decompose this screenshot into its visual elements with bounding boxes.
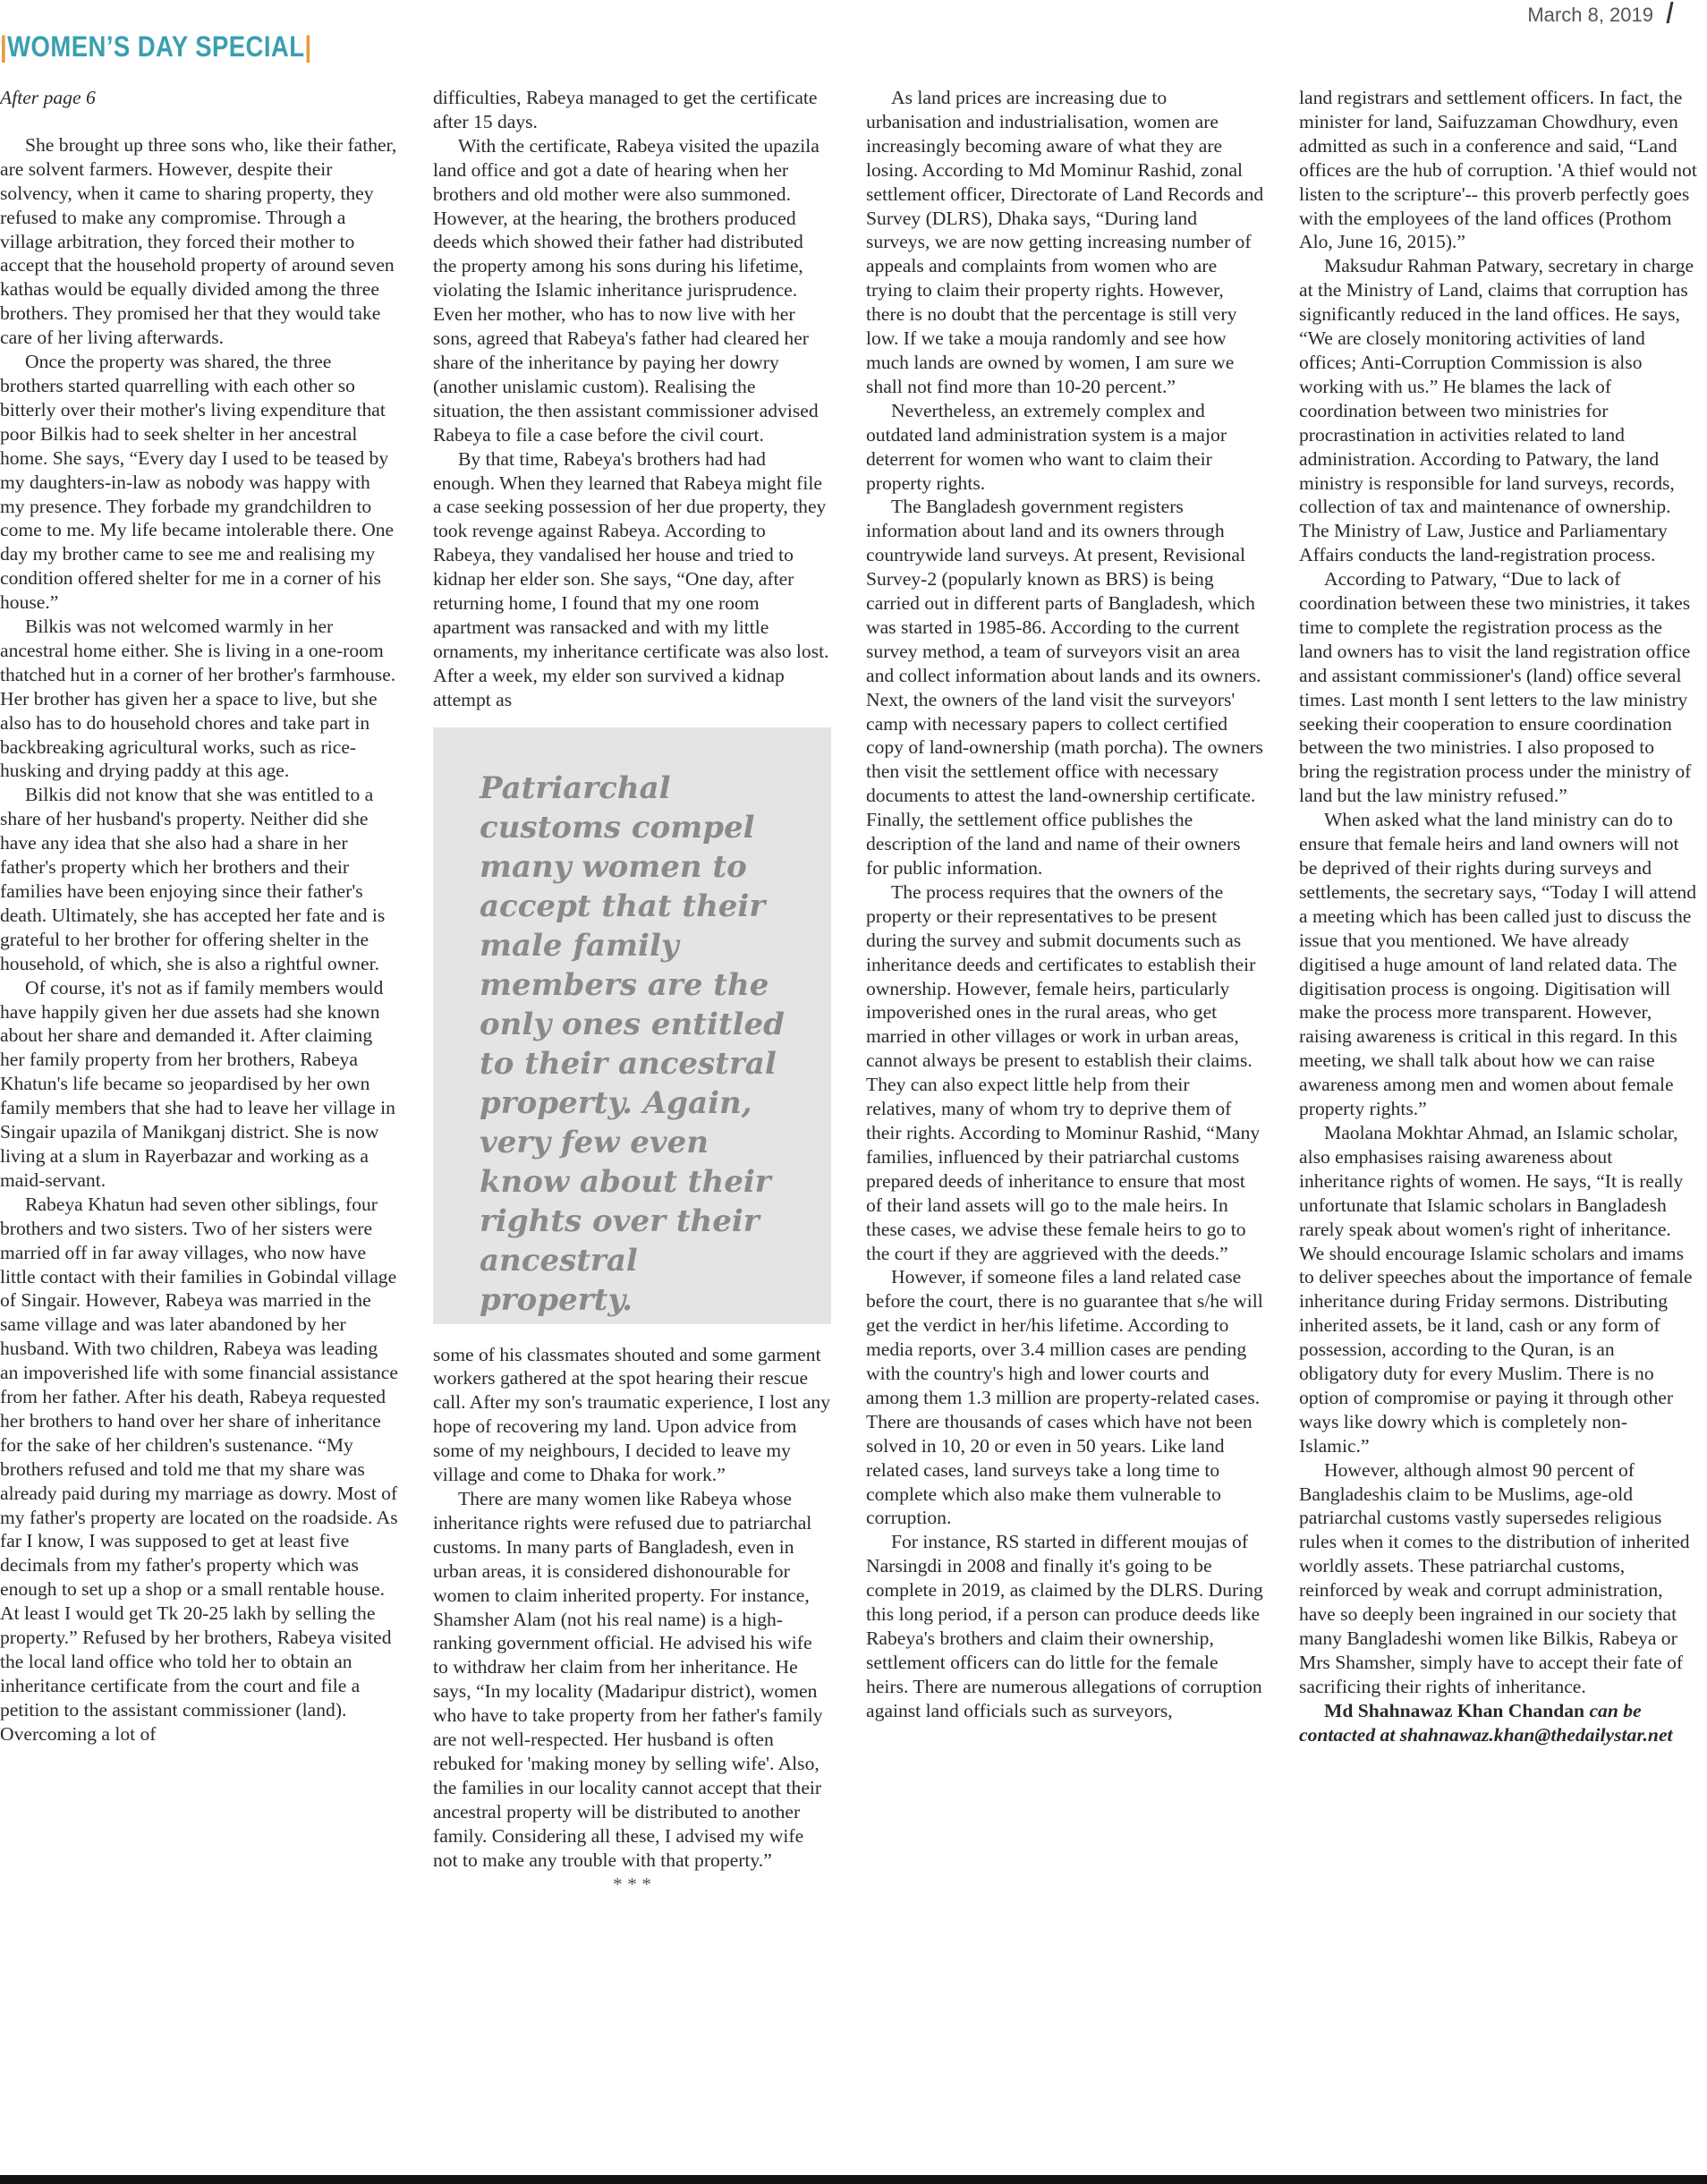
col3-paragraphs — [866, 86, 1264, 1723]
pull-quote: Patriarchal customs compel many women to accept that their male family members are the only ones entitled to their ancestral property. Again, very few even know about their rights over their ancestral property. — [433, 727, 831, 1324]
section-bar-right: | — [304, 30, 312, 63]
paragraph: The process requires that the owners of the property or their representatives to be present during the survey and submit documents such as inheritance deeds and certificates to establish their ownership. However, female heirs, particularly impoverished ones in the rural areas, who get married in other villages or work in urban areas, cannot always be present to establish their claims. They can also expect little help from their relatives, many of whom try to deprive them of their rights. According to Mominur Rashid, “Many families, influenced by their patriarchal customs prepared deeds of inheritance to ensure that most of their land assets will go to the male heirs. In these cases, we advise these female heirs to go to the court if they are aggrieved with the deeds.” — [866, 880, 1261, 1264]
paragraph: She brought up three sons who, like their father, are solvent farmers. However, despite their solvency, when it came to sharing property, they refused to make any compromise. Through a village arbitration, they forced their mother to accept that the household property of around seven kathas would be equally divided among the three brothers. They promised her that they would take care of her living afterwards. — [0, 133, 397, 349]
end-separator: * * * — [612, 1873, 652, 1895]
col2-bottom-paragraphs — [433, 1343, 831, 1873]
paragraph: Of course, it's not as if family members would have happily given her due assets had she known about her share and demanded it. After claiming her family property from her brothers, Rabeya Khatun's life became so jeopardised by her own family members that she had to leave her village in Singair upazila of Manikganj district. She is now living at a slum in Rayerbazar and working as a maid-servant. — [0, 976, 395, 1191]
column-4 — [1299, 86, 1697, 1747]
byline-contact: can be contacted at shahnawaz.khan@thedailystar.net — [1299, 1699, 1673, 1746]
paragraph: By that time, Rabeya's brothers had had enough. When they learned that Rabeya might file a case seeking possession of her due property, they took revenge against Rabeya. According to Rabeya, they vandalised her house and tried to kidnap her elder son. She says, “One day, after returning home, I found that my one room apartment was ransacked and with my little ornaments, my inheritance certificate was also lost. After a week, my elder son survived a kidnap attempt as — [433, 447, 829, 710]
paragraph: However, if someone files a land related case before the court, there is no guarantee that s/he will get the verdict in her/his lifetime. According to media reports, over 3.4 million cases are pending with the country's high and lower courts and among them 1.3 million are property-related cases. There are thousands of cases which have not been solved in 10, 20 or even in 50 years. Like land related cases, land surveys take a long time to complete which also make them vulnerable to corruption. — [866, 1266, 1263, 1529]
paragraph: difficulties, Rabeya managed to get the certificate after 15 days. — [433, 87, 818, 132]
col2-top-paragraphs — [433, 86, 831, 712]
bottom-rule — [0, 2175, 1707, 2184]
byline-name: Md Shahnawaz Khan Chandan — [1324, 1699, 1585, 1721]
col4-paragraphs — [1299, 86, 1697, 1699]
paragraph: Maksudur Rahman Patwary, secretary in charge at the Ministry of Land, claims that corruption has significantly reduced in the land offices. He says, “We are closely monitoring activities of land offices; Anti-Corruption Commission is also working with us.” He blames the lack of coordination between two ministries for procrastination in activities related to land administration. According to Patwary, the land ministry is responsible for land surveys, records, collection of tax and maintenance of ownership. The Ministry of Law, Justice and Parliamentary Affairs conducts the land-registration process. — [1299, 255, 1694, 566]
paragraph: Maolana Mokhtar Ahmad, an Islamic scholar, also emphasises raising awareness about inheritance rights of women. He says, “It is really unfortunate that Islamic scholars in Bangladesh rarely speak about women's right of inheritance. We should encourage Islamic scholars and imams to deliver speeches about the importance of female inheritance during Friday sermons. Distributing inherited assets, be it land, cash or any form of possession, according to the Quran, is an obligatory duty for every Muslim. There is no option of compromise or paying it through other ways like dowry which is completely non-Islamic.” — [1299, 1121, 1693, 1457]
section-title-text: WOMEN’S DAY SPECIAL — [7, 30, 305, 63]
paragraph: As land prices are increasing due to urbanisation and industrialisation, women are increasingly becoming aware of what they are losing. According to Md Mominur Rashid, zonal settlement officer, Directorate of Land Records and Survey (DLRS), Dhaka says, “During land surveys, we are now getting increasing number of appeals and complaints from women who are trying to claim their property rights. However, there is no doubt that the percentage is still very low. If we take a mouja randomly and see how much lands are owned by women, I am sure we shall not find more than 10-20 percent.” — [866, 87, 1264, 397]
paragraph: For instance, RS started in different moujas of Narsingdi in 2008 and finally it's going to be complete in 2019, as claimed by the DLRS. During this long period, if a person can produce deeds like Rabeya's brothers and claim their ownership, settlement officers can do little for the female heirs. There are numerous allegations of corruption against land officials such as surveyors, — [866, 1531, 1263, 1721]
paragraph: Rabeya Khatun had seven other siblings, four brothers and two sisters. Two of her sisters were married off in far away villages, who now have little contact with their families in Gobindal village of Singair. However, Rabeya was married in the same village and was later abandoned by her husband. With two children, Rabeya was leading an impoverished life with some financial assistance from her father. After his death, Rabeya requested her brothers to hand over her share of inheritance for the sake of her children's sustenance. “My brothers refused and told me that my share was already paid during my marriage as dowry. Most of my father's property are located on the roadside. As far I know, I was supposed to get at least five decimals from my father's property which was enough to set up a shop or a small rentable house. At least I would get Tk 20-25 lakh by selling the property.” Refused by her brothers, Rabeya visited the local land office who told her to obtain an inheritance certificate from the court and file a petition to the assistant commissioner (land). Overcoming a lot of — [0, 1193, 398, 1745]
paragraph: There are many women like Rabeya whose inheritance rights were refused due to patriarchal customs. In many parts of Bangladesh, even in urban areas, it is considered dishonourable for women to claim inherited property. For instance, Shamsher Alam (not his real name) is a high-ranking government official. He advised his wife to withdraw her claim from her inheritance. He says, “In my locality (Madaripur district), women who have to take property from her father's family are not well-respected. Her husband is often rebuked for 'making money by selling wife'. Also, the families in our locality cannot accept that their ancestral property will be distributed to another family. Considering all these, I advised my wife not to make any trouble with that property.” — [433, 1488, 823, 1871]
paragraph: The Bangladesh government registers information about land and its owners through countrywide land surveys. At present, Revisional Survey-2 (popularly known as BRS) is being carried out in different parts of Bangladesh, which was started in 1985-86. According to the current survey method, a team of surveyors visit an area and collect information about lands and its owners. Next, the owners of the land visit the surveyors' camp with necessary papers to collect certified copy of land-ownership (math porcha). The owners then visit the settlement office with necessary documents to attest the land-ownership certificate. Finally, the settlement office publishes the description of the land and name of their owners for public information. — [866, 496, 1263, 879]
paragraph: some of his classmates shouted and some garment workers gathered at the spot hearing their rescue call. After my son's traumatic experience, I lost any hope of recovering my land. Upon advice from some of my neighbours, I decided to leave my village and come to Dhaka for work.” — [433, 1343, 831, 1486]
paragraph: However, although almost 90 percent of Bangladeshis claim to be Muslims, age-old patriarchal customs vastly supersedes religious rules when it comes to the distribution of inherited worldly assets. These patriarchal customs, reinforced by weak and corrupt administration, have so deeply been ingrained in our society that many Bangladeshi women like Bilkis, Rabeya or Mrs Shamsher, simply have to accept their fate of sacrificing their rights of inheritance. — [1299, 1458, 1690, 1697]
paragraph: According to Patwary, “Due to lack of coordination between these two ministries, it takes time to complete the registration process as the land owners has to visit the land registration office and assistant commissioner's (land) office several times. Last month I sent letters to the law ministry seeking their cooperation to ensure coordination between the two ministries. I also proposed to bring the registration process under the ministry of land but the law ministry refused.” — [1299, 568, 1692, 807]
paragraph: With the certificate, Rabeya visited the upazila land office and got a date of hearing when her brothers and old mother were also summoned. However, at the hearing, the brothers produced deeds which showed their father had distributed the property among his sons during his lifetime, violating the Islamic inheritance jurisprudence. Even her mother, who has to now live with her sons, agreed that Rabeya's father had cleared her share of the inheritance by paying her dowry (another unislamic custom). Realising the situation, the then assistant commissioner advised Rabeya to file a case before the civil court. — [433, 134, 820, 446]
section-title — [0, 30, 312, 64]
folio-bar — [1666, 2, 1673, 23]
column-2 — [433, 86, 831, 1896]
paragraph: Nevertheless, an extremely complex and outdated land administration system is a major deterrent for women who want to claim their property rights. — [866, 399, 1227, 494]
date-line: March 8, 2019 — [1527, 4, 1653, 26]
column-1 — [0, 86, 398, 1746]
paragraph: Once the property was shared, the three brothers started quarrelling with each other so bitterly over their mother's living expenditure that poor Bilkis had to seek shelter in her ancestral home. She says, “Every day I used to be teased by my daughters-in-law as nobody was happy with my presence. They forbade my grandchildren to come to me. My life became intolerable there. One day my brother came to see me and realising my condition offered shelter for me in a corner of his house.” — [0, 351, 395, 614]
byline — [1299, 1699, 1697, 1747]
column-3 — [866, 86, 1264, 1723]
col1-paragraphs — [0, 133, 398, 1746]
paragraph: land registrars and settlement officers. In fact, the minister for land, Saifuzzaman Chowdhury, even admitted as such in a conference and said, “Land offices are the hub of corruption. 'A thief would not listen to the scripture'-- this proverb perfectly goes with the employees of the land offices (Prothom Alo, June 16, 2015).” — [1299, 87, 1697, 253]
paragraph: When asked what the land ministry can do to ensure that female heirs and land owners will not be deprived of their rights during surveys and settlements, the secretary says, “Today I will attend a meeting which has been called just to discuss the issue that you mentioned. We have already digitised a huge amount of land related data. The digitisation process is ongoing. Digitisation will make the process more transparent. However, raising awareness is critical in this regard. In this meeting, we shall talk about how we can raise awareness among men and women about female property rights.” — [1299, 809, 1697, 1120]
paragraph: Bilkis was not welcomed warmly in her ancestral home either. She is living in a one-room thatched hut in a corner of her brother's farmhouse. Her brother has given her a space to live, but she also has to do household chores and take part in backbreaking agricultural works, such as rice-husking and drying paddy at this age. — [0, 616, 396, 782]
section-bar-left: | — [0, 30, 8, 63]
paragraph: Bilkis did not know that she was entitled to a share of her husband's property. Neither did she have any idea that she also had a share in her father's property which her brothers and their families have been enjoying since their father's death. Ultimately, she has accepted her fate and is grateful to her brother for offering shelter in the household, of which, she is also a rightful owner. — [0, 784, 386, 974]
continued-from: After page 6 — [0, 87, 96, 108]
